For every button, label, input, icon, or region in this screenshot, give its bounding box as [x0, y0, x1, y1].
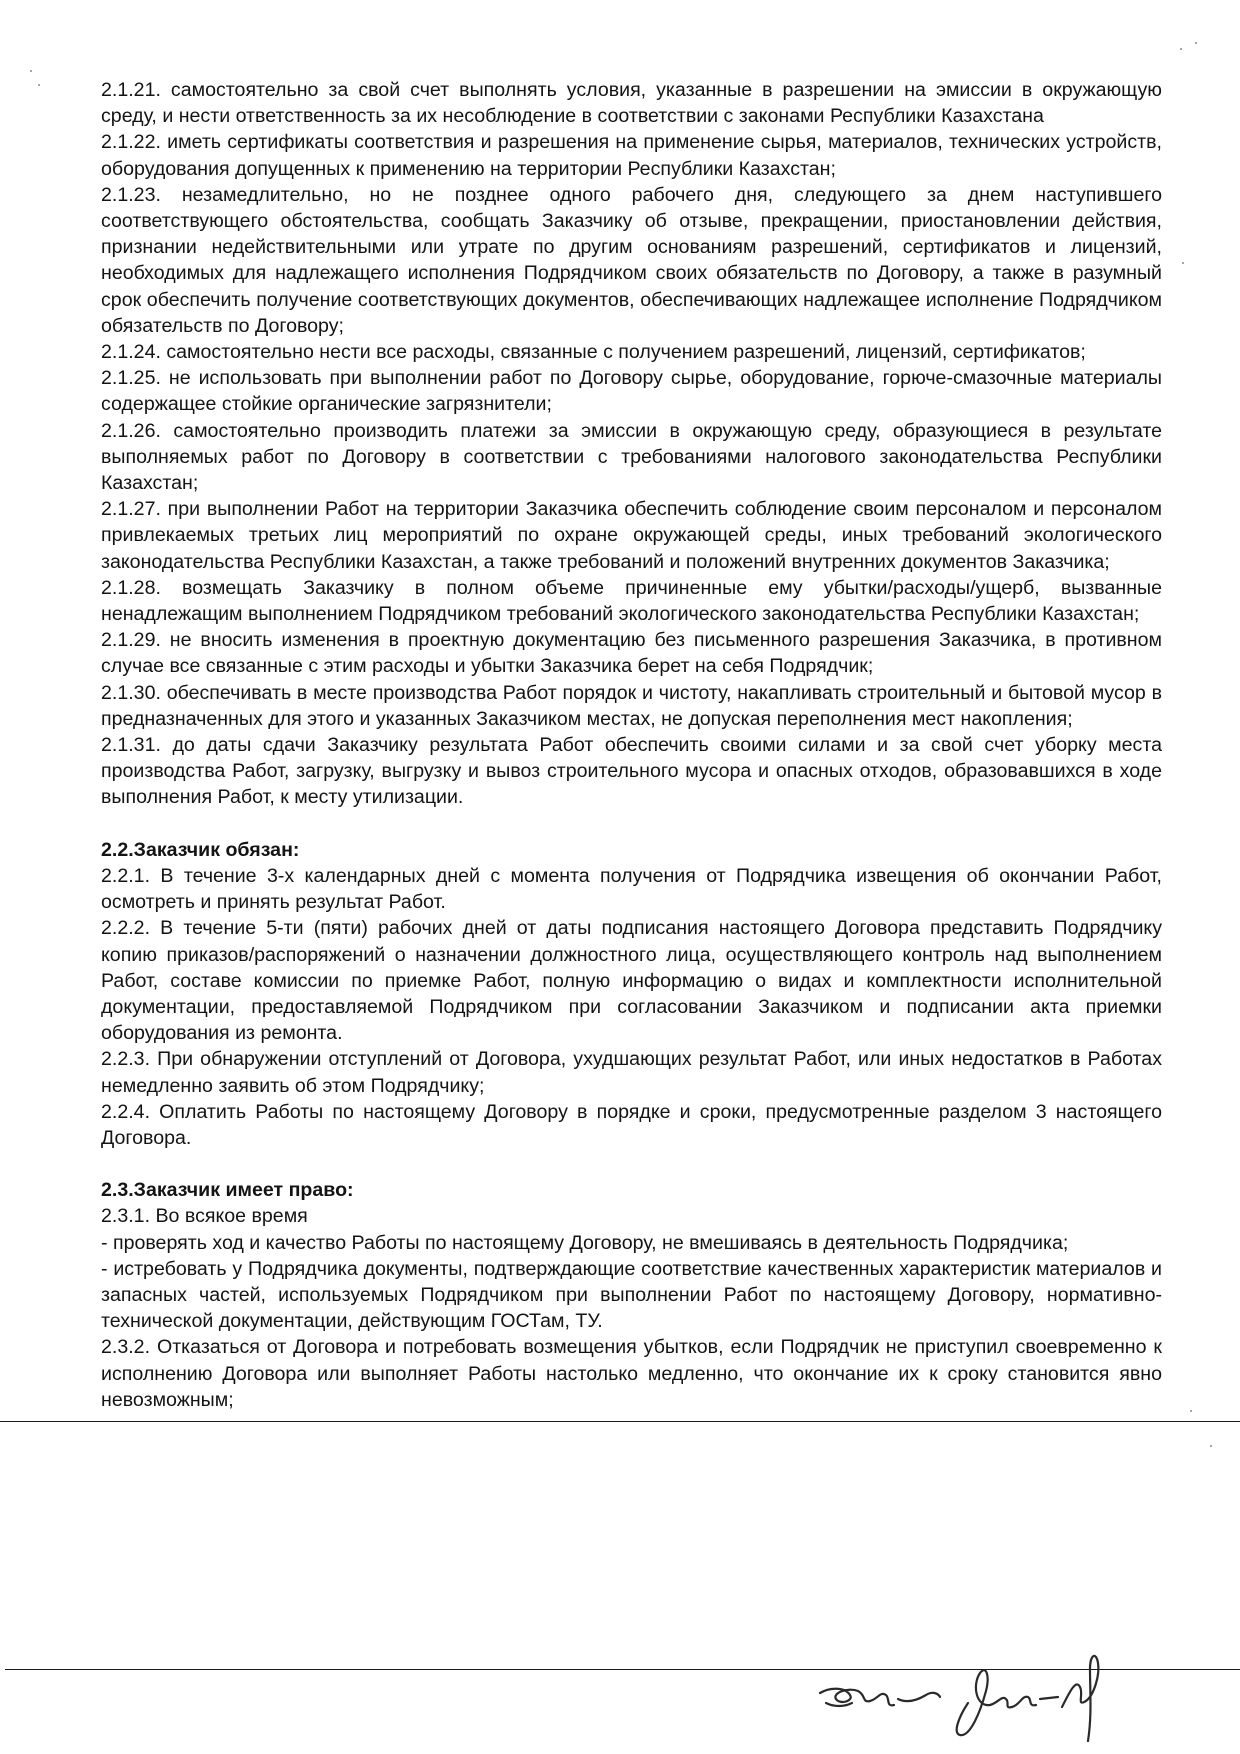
clause-2-1-27: 2.1.27. при выполнении Работ на территории Заказчика обеспечить соблюдение своим персоналом и персоналом привлекаемых третьих лиц мероприятий по охране окружающей среды, иных требований экологического законодательства Республики Казахстан, а также требований и положений внутренних документов Заказчика;: [101, 498, 1162, 573]
scan-speck: [1180, 48, 1182, 50]
clause-2-3-1-bullet-check: - проверять ход и качество Работы по настоящему Договору, не вмешиваясь в деятельность Подрядчика;: [101, 1231, 1069, 1254]
section-spacer: [101, 1151, 1162, 1177]
clause-2-1-26: 2.1.26. самостоятельно производить платежи за эмиссии в окружающую среду, образующиеся в результате выполняемых работ по Договору в соответствии с требованиями налогового законодательства Республики Казахстан;: [101, 419, 1162, 495]
section-2-3-heading: 2.3.Заказчик имеет право:: [101, 1179, 354, 1202]
clause-2-3-2: 2.3.2. Отказаться от Договора и потребовать возмещения убытков, если Подрядчик не приступил своевременно к исполнению Договора или выполняет Работы настолько медленно, что окончание их к сроку становится явно невозможным;: [101, 1336, 1162, 1411]
clause-2-1-25: 2.1.25. не использовать при выполнении работ по Договору сырье, оборудование, горюче-смазочные материалы содержащее стойкие органические загрязнители;: [101, 367, 1162, 416]
clause-2-1-29: 2.1.29. не вносить изменения в проектную документацию без письменного разрешения Заказчика, в противном случае все связанные с этим расходы и убытки Заказчика берет на себя Подрядчик;: [101, 629, 1162, 678]
clause-2-1-21: 2.1.21. самостоятельно за свой счет выполнять условия, указанные в разрешении на эмиссии в окружающую среду, и нести ответственность за их несоблюдение в соответствии с законами Республики Казахстана: [101, 79, 1162, 128]
document-body: [101, 77, 1162, 1413]
clause-2-1-23: 2.1.23. незамедлительно, но не позднее одного рабочего дня, следующего за днем наступившего соответствующего обстоятельства, сообщать Заказчику об отзыве, прекращении, приостановлении действия, признании недействительными или утрате по другим основаниям разрешений, сертификатов и лицензий, необходимых для надлежащего исполнения Подрядчиком своих обязательств по Договору, а также в разумный срок обеспечить получение соответствующих документов, обеспечивающих надлежащее исполнение Подрядчиком обязательств по Договору;: [101, 183, 1162, 337]
scan-speck: [30, 70, 32, 72]
scan-speck: [1195, 42, 1197, 44]
clause-2-1-22: 2.1.22. иметь сертификаты соответствия и разрешения на применение сырья, материалов, технических устройств, оборудования допущенных к применению на территории Республики Казахстан;: [101, 131, 1162, 180]
clause-2-3-1-bullet-request: - истребовать у Подрядчика документы, подтверждающие соответствие качественных характеристик материалов и запасных частей, используемых Подрядчиком при выполнении Работ по настоящему Договору, нормативно-технической документации, действующим ГОСТам, ТУ.: [101, 1257, 1162, 1333]
clause-2-1-31: 2.1.31. до даты сдачи Заказчику результата Работ обеспечить своими силами и за свой счет уборку места производства Работ, загрузку, выгрузку и вывоз строительного мусора и опасных отходов, образовавшихся в ходе выполнения Работ, к месту утилизации.: [101, 734, 1162, 809]
clause-2-2-2: 2.2.2. В течение 5-ти (пяти) рабочих дней от даты подписания настоящего Договора представить Подрядчику копию приказов/распоряжений о назначении должностного лица, осуществляющего контроль над выполнением Работ, составе комиссии по приемке Работ, полную информацию о видах и комплектности исполнительной документации, предоставляемой Подрядчиком при согласовании Заказчиком и подписании акта приемки оборудования из ремонта.: [101, 917, 1162, 1045]
section-spacer: [101, 811, 1162, 837]
clause-2-1-28: 2.1.28. возмещать Заказчику в полном объеме причиненные ему убытки/расходы/ущерб, вызванные ненадлежащим выполнением Подрядчиком требований экологического законодательства Республики Казахстан;: [101, 576, 1162, 626]
clause-2-2-1: 2.2.1. В течение 3-х календарных дней с момента получения от Подрядчика извещения об окончании Работ, осмотреть и принять результат Работ.: [101, 864, 1162, 914]
clause-2-3-1: 2.3.1. Во всякое время: [101, 1205, 308, 1228]
clause-2-1-30: 2.1.30. обеспечивать в месте производства Работ порядок и чистоту, накапливать строительный и бытовой мусор в предназначенных для этого и указанных Заказчиком местах, не допуская переполнения мест накопления;: [101, 681, 1162, 730]
clause-2-2-3: 2.2.3. При обнаружении отступлений от Договора, ухудшающих результат Работ, или иных недостатков в Работах немедленно заявить об этом Подрядчику;: [101, 1048, 1162, 1097]
scan-speck: [1210, 1445, 1212, 1447]
scan-speck: [1190, 1410, 1192, 1412]
signature: [800, 1595, 1130, 1745]
scan-line-divider: [0, 1421, 1240, 1422]
scan-speck: [1182, 262, 1184, 264]
section-2-2-heading: 2.2.Заказчик обязан:: [101, 838, 300, 861]
scan-speck: [38, 84, 40, 86]
clause-2-2-4: 2.2.4. Оплатить Работы по настоящему Договору в порядке и сроки, предусмотренные разделом 3 настоящего Договора.: [101, 1100, 1162, 1149]
clause-2-1-24: 2.1.24. самостоятельно нести все расходы, связанные с получением разрешений, лицензий, сертификатов;: [101, 341, 1086, 364]
